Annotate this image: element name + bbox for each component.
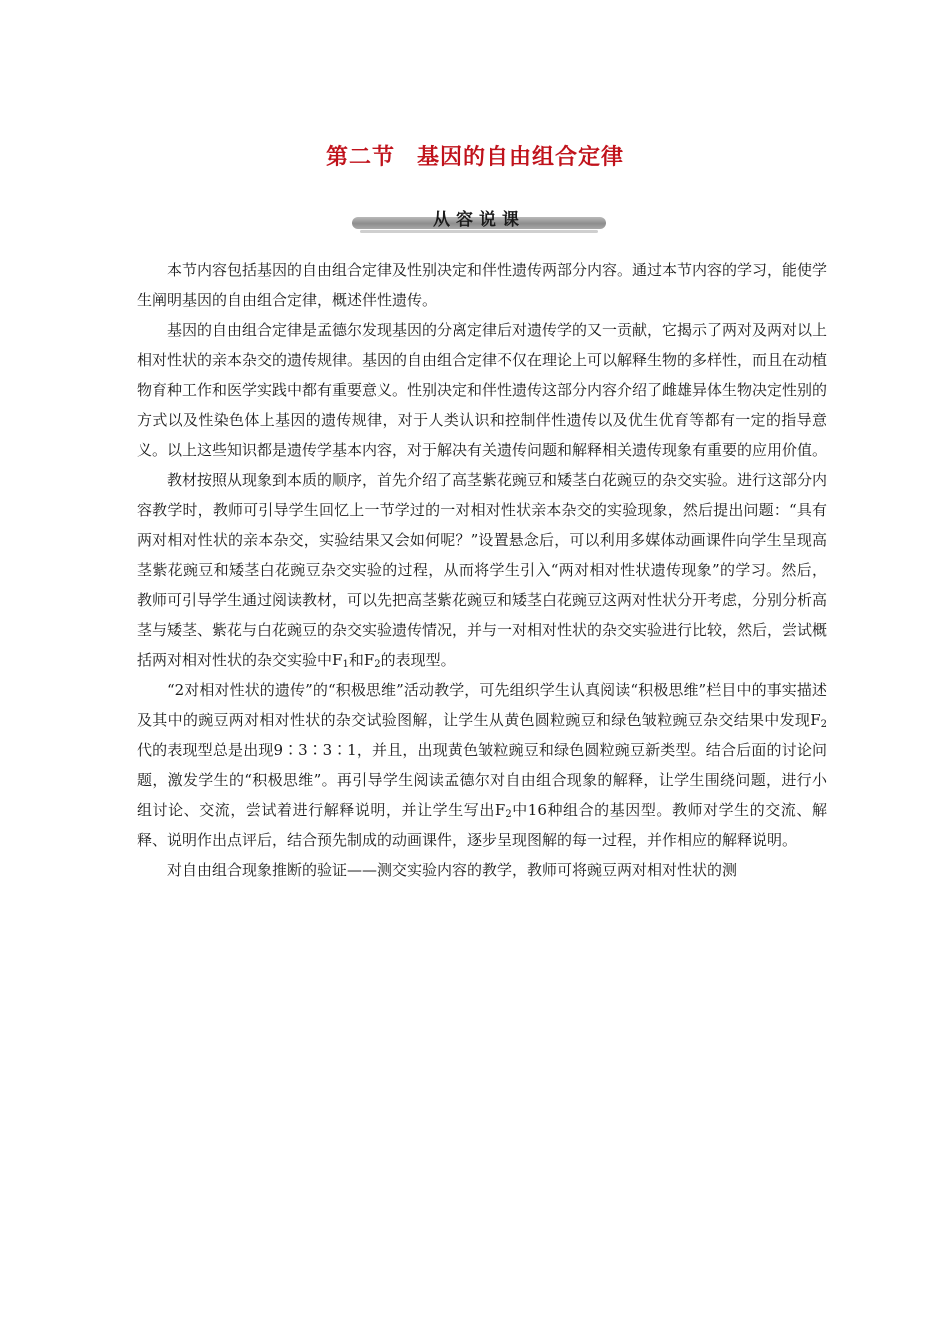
paragraph-4-mid: 代的表现型总是出现9∶3∶3∶1，并且，出现黄色皱粒豌豆和绿色圆粒豌豆新类型。结合后面的讨论问题，激发学生的“积极思维”。再引导学生阅读孟德尔对自由组合现象的解释，让学生围绕问题，进行小组讨论、交流，尝试着进行解释说明，并让学生写出F: [137, 741, 827, 819]
f-symbol: F: [810, 711, 821, 729]
title-section-number: 第二节: [325, 145, 395, 170]
subscript: 2: [505, 809, 512, 820]
subscript: 1: [342, 659, 349, 670]
paragraph-3-and: 和F: [348, 651, 375, 669]
f-symbol: F: [332, 651, 343, 669]
section-banner-label: 从容说课: [433, 210, 525, 230]
paragraph-5: 对自由组合现象推断的验证——测交实验内容的教学，教师可将豌豆两对相对性状的测: [167, 861, 738, 879]
paragraph-3: [137, 465, 827, 675]
paragraph-4-text: “2对相对性状的遗传”的“积极思维”活动教学，可先组织学生认真阅读“积极思维”栏目中的事实描述及其中的豌豆两对相对性状的杂交试验图解，让学生从黄色圆粒豌豆和绿色皱粒豌豆杂交结果中发现: [137, 681, 827, 729]
title-topic: 基因的自由组合定律: [417, 145, 625, 170]
page-title: [0, 140, 950, 171]
paragraph-1: 本节内容包括基因的自由组合定律及性别决定和伴性遗传两部分内容。通过本节内容的学习，能使学生阐明基因的自由组合定律，概述伴性遗传。: [137, 261, 828, 309]
paragraph-2: 基因的自由组合定律是孟德尔发现基因的分离定律后对遗传学的又一贡献，它揭示了两对及两对以上相对性状的亲本杂交的遗传规律。基因的自由组合定律不仅在理论上可以解释生物的多样性，而且在动植物育种工作和医学实践中都有重要意义。性别决定和伴性遗传这部分内容介绍了雌雄异体生物决定性别的方式以及性染色体上基因的遗传规律，对于人类认识和控制伴性遗传以及优生优育等都有一定的指导意义。以上这些知识都是遗传学基本内容，对于解决有关遗传问题和解释相关遗传现象有重要的应用价值。: [137, 321, 828, 459]
subscript: 2: [374, 659, 381, 670]
paragraph-4: [137, 675, 827, 855]
paragraph-4-end: 中16种组合的基因型。教师对学生的交流、解释、说明作出点评后，结合预先制成的动画课件，逐步呈现图解的每一过程，并作相应的解释说明。: [137, 801, 827, 849]
paragraph-3-end: 的表现型。: [380, 651, 456, 669]
paragraph-3-text: 教材按照从现象到本质的顺序，首先介绍了高茎紫花豌豆和矮茎白花豌豆的杂交实验。进行这部分内容教学时，教师可引导学生回忆上一节学过的一对相对性状亲本杂交的实验现象，然后提出问题：“具有两对相对性状的亲本杂交，实验结果又会如何呢？”设置悬念后，可以利用多媒体动画课件向学生呈现高茎紫花豌豆和矮茎白花豌豆杂交实验的过程，从而将学生引入“两对相对性状遗传现象”的学习。然后，教师可引导学生通过阅读教材，可以先把高茎紫花豌豆和矮茎白花豌豆这两对性状分开考虑，分别分析高茎与矮茎、紫花与白花豌豆的杂交实验遗传情况，并与一对相对性状的杂交实验进行比较，然后，尝试概括两对相对性状的杂交实验中: [137, 471, 828, 669]
body-text: [137, 255, 827, 885]
subscript: 2: [820, 719, 827, 730]
section-banner: [352, 207, 606, 233]
